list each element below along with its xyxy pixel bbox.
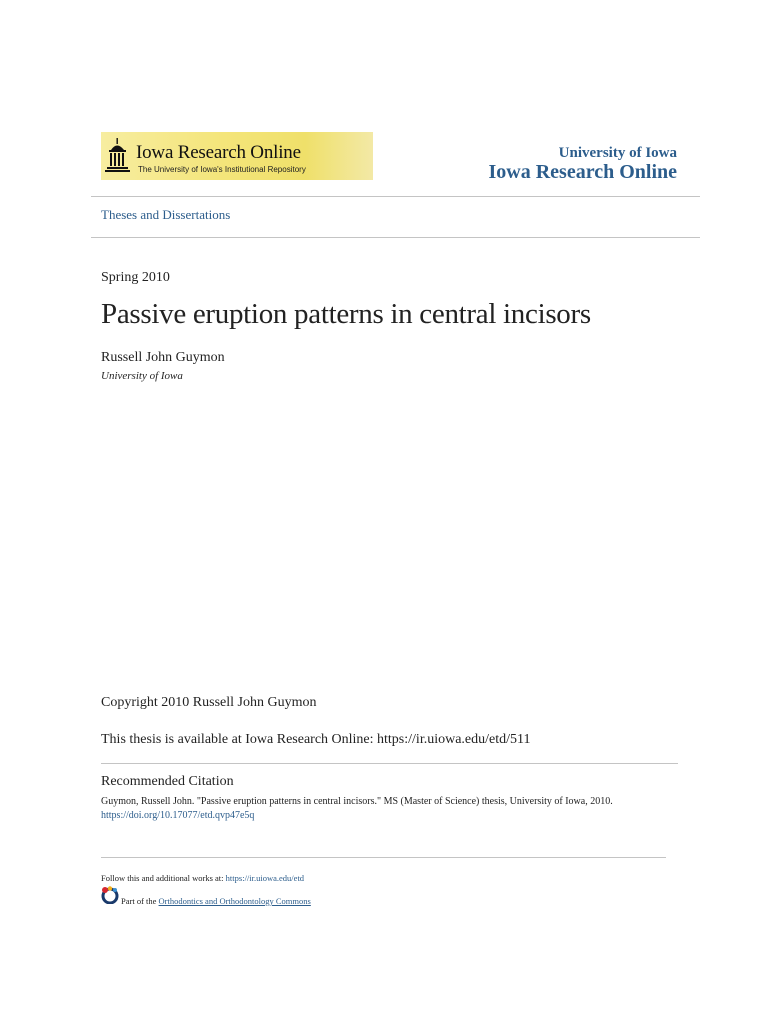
commons-link[interactable]: Orthodontics and Orthodontology Commons (158, 896, 311, 906)
commons-prefix: Part of the (121, 896, 159, 906)
logo-subtitle: The University of Iowa's Institutional Repository (138, 165, 306, 174)
bepress-commons-icon[interactable] (101, 886, 119, 904)
follow-line (101, 873, 304, 883)
series-divider (91, 237, 700, 238)
follow-link[interactable]: https://ir.uiowa.edu/etd (225, 873, 305, 883)
semester: Spring 2010 (101, 270, 170, 285)
university-link[interactable]: University of Iowa (558, 145, 677, 161)
follow-prefix: Follow this and additional works at: (101, 873, 226, 883)
availability-statement: This thesis is available at Iowa Research Online: https://ir.uiowa.edu/etd/511 (101, 732, 531, 747)
commons-line (121, 896, 311, 906)
series-link[interactable]: Theses and Dissertations (101, 207, 231, 222)
citation-heading: Recommended Citation (101, 774, 234, 789)
citation-divider (101, 763, 678, 764)
document-title: Passive eruption patterns in central incisors (101, 298, 591, 330)
old-capitol-building-icon (105, 138, 131, 174)
header-divider (91, 196, 700, 197)
repository-link[interactable]: Iowa Research Online (488, 161, 677, 183)
author-affiliation: University of Iowa (101, 370, 183, 382)
doi-link[interactable]: https://doi.org/10.17077/etd.qvp47e5q (101, 810, 255, 821)
repository-logo[interactable] (101, 132, 373, 180)
logo-title: Iowa Research Online (136, 142, 301, 163)
citation-text: Guymon, Russell John. "Passive eruption patterns in central incisors." MS (Master of Science) thesis, University of Iowa, 2010. (101, 796, 613, 807)
author-name: Russell John Guymon (101, 350, 225, 365)
copyright-statement: Copyright 2010 Russell John Guymon (101, 695, 317, 710)
footer-divider (101, 857, 666, 858)
